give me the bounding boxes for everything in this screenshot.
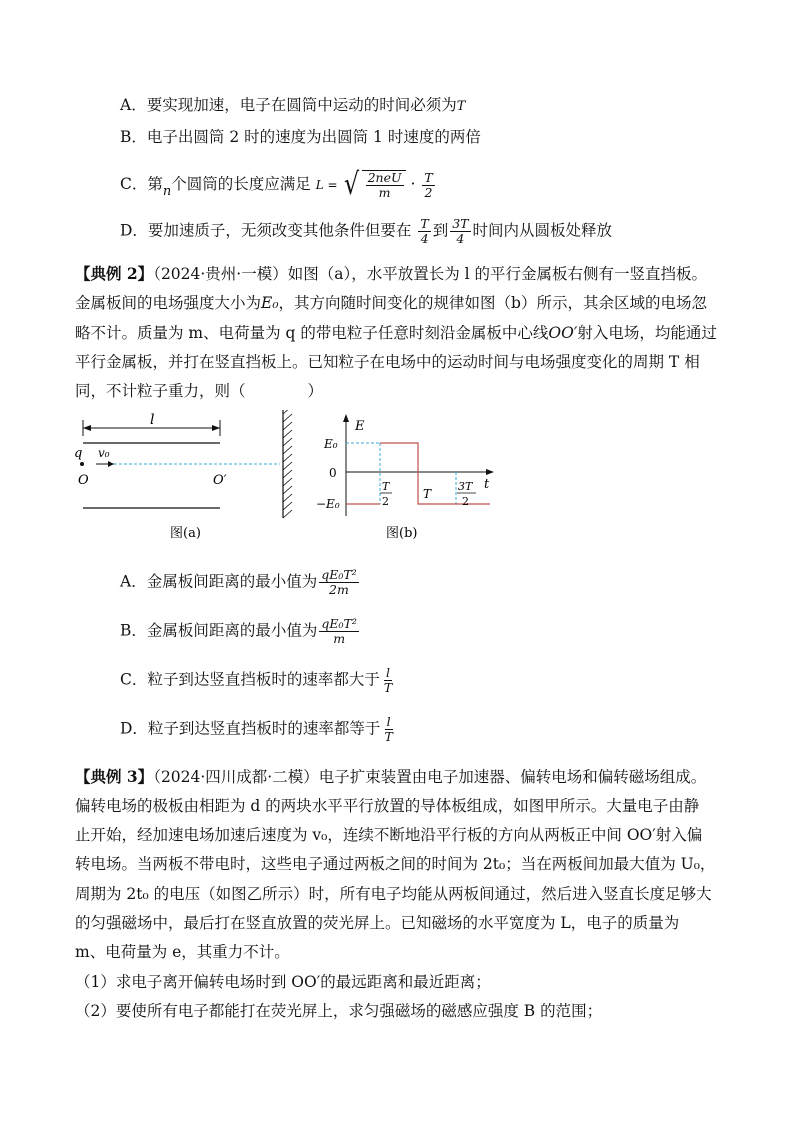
ex2-line-4	[75, 351, 700, 373]
fig-b-negE0-label: −E₀	[316, 497, 340, 511]
ex3-text-1: （2024·四川成都·二模）电子扩束装置由电子加速器、偏转电场和偏转磁场组成。	[153, 768, 707, 786]
ex3-line-8	[75, 971, 491, 993]
ex3-title: 【典例 3】	[75, 767, 154, 786]
fig-b-caption: 图(b)	[386, 526, 418, 541]
q1-option-b-text: B．电子出圆筒 2 时的速度为出圆筒 1 时速度的两倍	[120, 128, 481, 146]
frac2-denominator: 4	[456, 231, 465, 246]
ex3-text-6: 的匀强磁场中，最后打在竖直放置的荧光屏上。已知磁场的水平宽度为 L，电子的质量为	[75, 914, 680, 932]
q1-option-c	[120, 167, 437, 203]
frac-numerator: T	[424, 169, 433, 185]
ex2-option-d-den: T	[384, 729, 393, 744]
ex2-option-a-num: qE₀T²	[321, 567, 357, 582]
ex2-option-d-text: D．粒子到达竖直挡板时的速率都等于	[120, 719, 381, 738]
fig-a-caption: 图(a)	[170, 526, 201, 541]
ex3-text-3: 止开始，经加速电场加速后速度为 v₀，连续不断地沿平行板的方向从两板正中间 OO′射入偏	[75, 826, 703, 844]
frac1-denominator: 4	[420, 231, 429, 246]
fig-a-Oprime-label: O′	[213, 473, 227, 488]
ex2-option-c-den: T	[383, 680, 393, 695]
ex3-line-3	[75, 824, 702, 846]
ex2-text-2a: 金属板间的电场强度大小为	[75, 294, 262, 312]
fig-a-l-label: l	[150, 412, 155, 428]
fig-b-three-num: 3T	[458, 480, 473, 493]
q1-option-a-symbol: T	[456, 99, 466, 114]
fig-b-E-label: E	[355, 419, 365, 434]
fig-b-t-label: t	[484, 477, 490, 492]
fig-b-zero-label: 0	[329, 466, 337, 480]
q1-option-c-L: L =	[315, 178, 338, 192]
ex2-option-d	[120, 715, 397, 744]
ex2-line-5	[75, 380, 323, 402]
ex2-title: 【典例 2】	[75, 264, 154, 283]
fig-b-half-num: T	[382, 480, 390, 493]
frac2-numerator: 3T	[452, 216, 469, 231]
q1-option-b	[120, 126, 481, 148]
ex2-option-b-text: B．金属板间距离的最小值为	[120, 621, 318, 640]
sqrt-denominator: m	[378, 185, 391, 200]
ex2-option-a-text: A．金属板间距离的最小值为	[120, 572, 318, 591]
q1-option-c-prefix: C．第	[120, 175, 163, 193]
q1-option-c-mid: 个圆筒的长度应满足	[171, 175, 311, 193]
figure-a	[70, 410, 310, 550]
ex2-OO: OO′	[548, 324, 578, 342]
ex2-option-c-text: C．粒子到达竖直挡板时的速率都大于	[120, 670, 380, 689]
ex3-line-9	[75, 1000, 602, 1022]
ex3-text-2: 偏转电场的极板由相距为 d 的两块水平平行放置的导体板组成，如图甲所示。大量电子由静	[75, 797, 700, 815]
ex3-line-1	[75, 766, 706, 788]
fig-b-E0-label: E₀	[324, 437, 338, 451]
fig-a-v0-label: v₀	[98, 446, 110, 460]
q1-option-d	[120, 217, 612, 246]
ex3-line-4	[75, 853, 715, 875]
ex2-option-b-num: qE₀T²	[321, 616, 357, 631]
fig-a-q-label: q	[74, 446, 83, 461]
q1-option-a	[120, 94, 465, 118]
e-axis-arrow-icon	[343, 414, 349, 422]
ex2-option-c-num: l	[386, 665, 391, 680]
q1-option-a-text: A．要实现加速，电子在圆筒中运动的时间必须为	[120, 96, 457, 114]
ex2-option-b	[120, 617, 361, 646]
fig-a-O-label: O	[78, 473, 89, 488]
ex2-option-a	[120, 568, 361, 597]
ex3-question-1: （1）求电子离开偏转电场时到 OO′的最远距离和最近距离；	[75, 973, 491, 991]
ex3-text-4: 转电场。当两板不带电时，这些电子通过两板之间的时间为 2t₀；当在两板间加最大值为 U₀，	[75, 855, 716, 873]
ex2-text-2b: ，其方向随时间变化的规律如图（b）所示，其余区域的电场忽	[278, 294, 707, 312]
ex2-option-d-num: l	[386, 714, 391, 729]
ex2-text-3a: 略不计。质量为 m、电荷量为 q 的带电粒子任意时刻沿金属板中心线	[75, 324, 549, 342]
ex3-question-2: （2）要使所有电子都能打在荧光屏上，求匀强磁场的磁感应强度 B 的范围；	[75, 1002, 603, 1020]
ex2-E0: E₀	[261, 294, 279, 312]
t-axis-arrow-icon	[486, 469, 494, 475]
square-wave	[380, 443, 490, 504]
ex2-line-1	[75, 263, 707, 285]
ex2-option-a-den: 2m	[329, 582, 349, 597]
ex2-line-3	[75, 322, 717, 344]
ex2-line-2	[75, 292, 707, 314]
fig-b-half-den: 2	[382, 495, 389, 508]
frac-denominator: 2	[424, 184, 433, 200]
ex3-line-7	[75, 941, 290, 963]
ex2-option-b-den: m	[333, 631, 346, 646]
q1-option-d-prefix: D．要加速质子，无须改变其他条件但要在	[120, 221, 412, 240]
fig-b-T-label: T	[423, 487, 432, 501]
ex3-line-2	[75, 795, 699, 817]
ex2-text-1: （2024·贵州·一模）如图（a），水平放置长为 l 的平行金属板右侧有一竖直挡板。	[153, 265, 708, 283]
dot-operator: ·	[410, 175, 416, 193]
sqrt-expression: √ $\frac{\text{2neU}}{m}$	[342, 170, 405, 200]
ex2-text-3b: 射入电场，均能通过	[577, 324, 717, 342]
ex2-text-5: 同，不计粒子重力，则（ ）	[75, 382, 324, 400]
q1-option-d-mid: 到	[432, 221, 449, 240]
sqrt-numerator: 2neU	[367, 170, 402, 185]
ex2-option-c	[120, 666, 396, 695]
q1-option-d-suffix: 时间内从圆板处释放	[472, 221, 613, 240]
ex2-text-4: 平行金属板，并打在竖直挡板上。已知粒子在电场中的运动时间与电场强度变化的周期 T 相	[75, 353, 700, 371]
ex3-text-5: 周期为 2t₀ 的电压（如图乙所示）时，所有电子均能从两板间通过，然后进入竖直长度足够大	[75, 885, 712, 903]
ex3-text-7: m、电荷量为 e，其重力不计。	[75, 943, 290, 961]
fig-b-three-den: 2	[462, 495, 469, 508]
frac1-numerator: T	[420, 216, 429, 231]
figure-b	[308, 410, 508, 550]
ex3-line-6	[75, 912, 679, 934]
ex3-line-5	[75, 883, 712, 905]
q1-option-c-n: n	[162, 184, 172, 199]
